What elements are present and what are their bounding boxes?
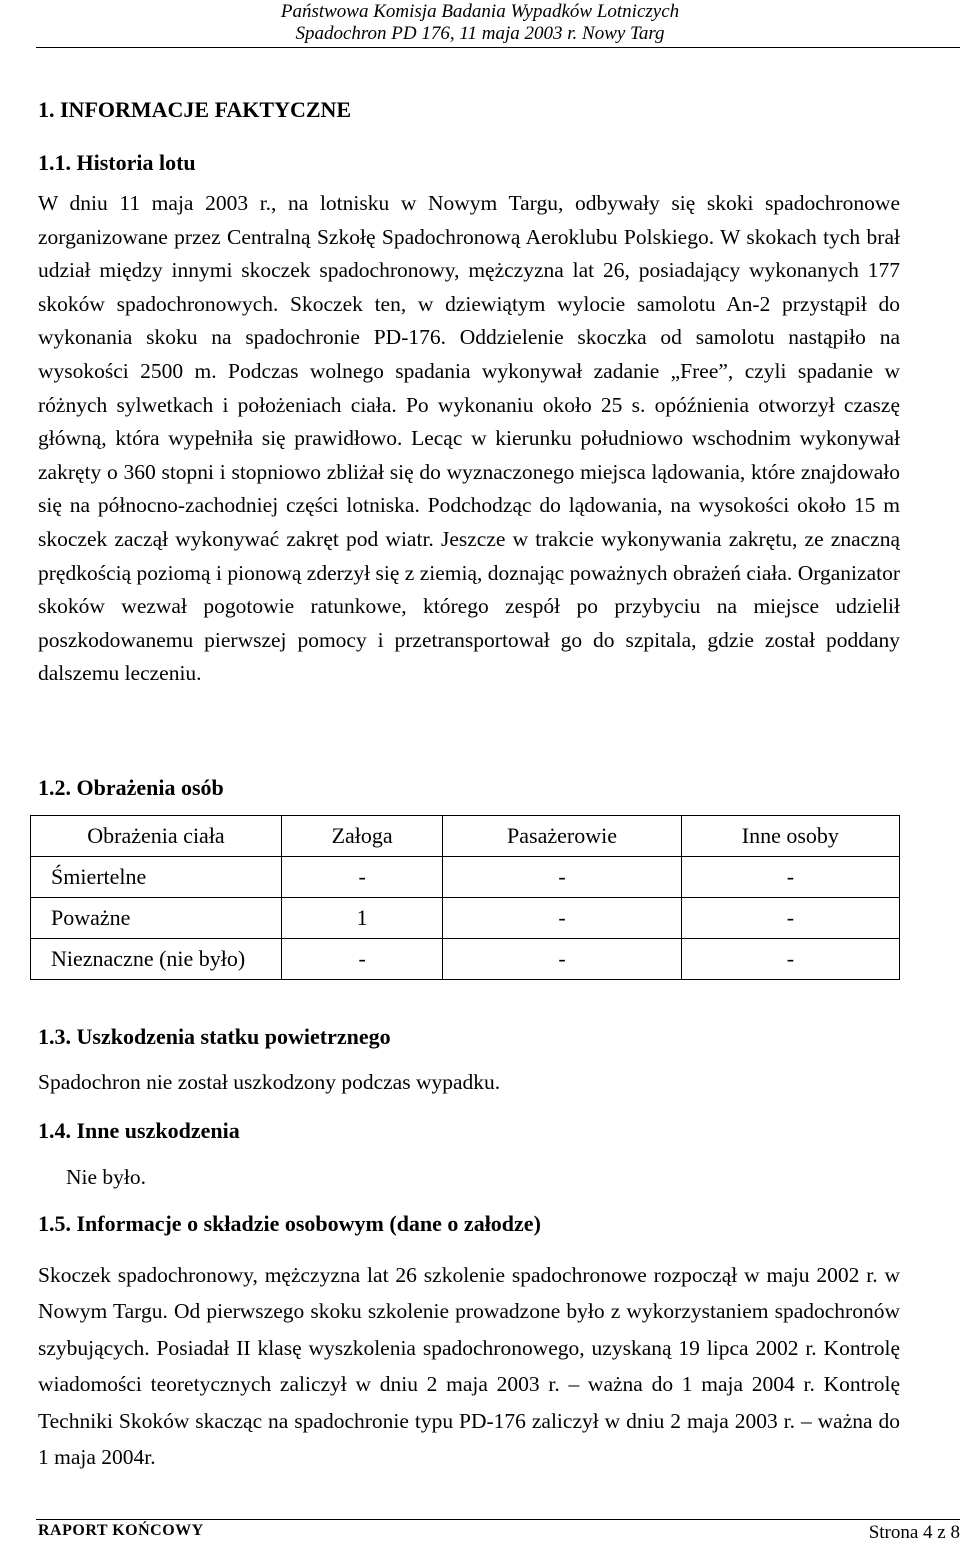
table-row [31,898,900,939]
section-title-1-2: 1.2. Obrażenia osób [38,775,224,800]
aircraft-damage-text: Spadochron nie został uszkodzony podczas wypadku. [38,1070,501,1094]
table-cell: Poważne [31,898,282,939]
table-header-cell: Załoga [282,816,443,857]
table-cell: Nieznaczne (nie było) [31,939,282,980]
injuries-table [30,815,900,980]
section-title-1-3: 1.3. Uszkodzenia statku powietrznego [38,1024,391,1049]
header-commission: Państwowa Komisja Badania Wypadków Lotniczych [280,1,680,22]
footer-report-title: RAPORT KOŃCOWY [38,1522,204,1539]
footer-rule [36,1519,960,1520]
table-header-cell: Pasażerowie [443,816,681,857]
table-cell: - [681,898,899,939]
table-header-cell: Inne osoby [681,816,899,857]
other-damage-text: Nie było. [66,1165,147,1189]
header-case: Spadochron PD 176, 11 maja 2003 r. Nowy Targ [295,23,665,44]
table-cell: - [443,857,681,898]
crew-info-text: Skoczek spadochronowy, mężczyzna lat 26 szkolenie spadochronowe rozpoczął w maju 2002 r. w Nowym Targu. Od pierwszego skoku szkolenie prowadzone było z wykorzystaniem spadochronów szybujących. Posiadał II klasę wyszkolenia spadochronowego, uzyskaną 19 lipca 2002 r. Kontrolę wiadomości teoretycznych zaliczył w dniu 2 maja 2003 r. – ważna do 1 maja 2004 r. Kontrolę Techniki Skoków skacząc na spadochronie typu PD-176 zaliczył w dniu 2 maja 2003 r. – ważna do 1 maja 2004r. [38,1263,900,1470]
header-rule [36,47,960,48]
table-cell: - [282,939,443,980]
table-cell: Śmiertelne [31,857,282,898]
section-title-1-1: 1.1. Historia lotu [38,150,196,175]
flight-history-text: W dniu 11 maja 2003 r., na lotnisku w Nowym Targu, odbywały się skoki spadochronowe zorganizowane przez Centralną Szkołę Spadochronową Aeroklubu Polskiego. W skokach tych brał udział między innymi skoczek spadochronowy, mężczyzna lat 26, posiadający wykonanych 177 skoków spadochronowych. Skoczek ten, w dziewiątym wylocie samolotu An-2 przystąpił do wykonania skoku na spadochronie PD-176. Oddzielenie skoczka od samolotu nastąpiło na wysokości 2500 m. Podczas wolnego spadania wykonywał zadanie „Free”, czyli spadanie w różnych sylwetkach i położeniach ciała. Po wykonaniu około 25 s. opóźnienia otworzył czaszę główną, która wypełniła się prawidłowo. Lecąc w kierunku południowo wschodnim wykonywał zakręty o 360 stopni i stopniowo zbliżał się do wyznaczonego miejsca lądowania, które znajdowało się na północno-zachodniej części lotniska. Podchodząc do lądowania, na wysokości około 15 m skoczek zaczął wykonywać zakręt pod wiatr. Jeszcze w trakcie wykonywania zakrętu, ze znaczną prędkością poziomą i pionową zderzył się z ziemią, doznając poważnych obrażeń ciała. Organizator skoków wezwał pogotowie ratunkowe, którego zespół po przybyciu na miejsce udzielił poszkodowanemu pierwszej pomocy i przetransportował go do szpitala, gdzie został poddany dalszemu leczeniu. [38,191,900,686]
table-cell: - [443,898,681,939]
table-cell: 1 [282,898,443,939]
table-row [31,857,900,898]
section-title-1: 1. INFORMACJE FAKTYCZNE [38,97,352,122]
section-title-1-5: 1.5. Informacje o składzie osobowym (dane o załodze) [38,1211,541,1236]
table-cell: - [443,939,681,980]
table-header-row [31,816,900,857]
table-cell: - [282,857,443,898]
table-row [31,939,900,980]
section-title-1-4: 1.4. Inne uszkodzenia [38,1118,240,1143]
table-header-cell: Obrażenia ciała [31,816,282,857]
page-number: Strona 4 z 8 [868,1522,960,1543]
table-cell: - [681,857,899,898]
table-cell: - [681,939,899,980]
